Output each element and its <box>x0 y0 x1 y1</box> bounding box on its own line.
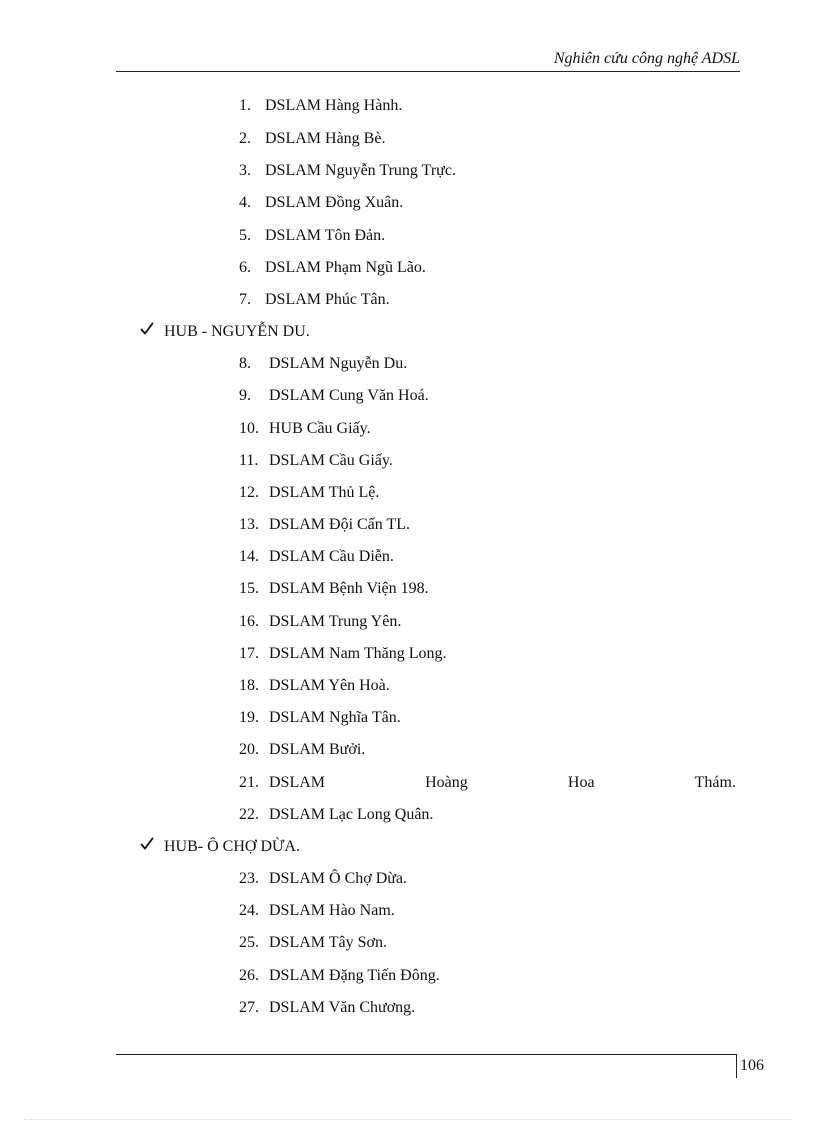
list-item <box>239 226 385 246</box>
list-item <box>239 258 426 278</box>
item-number: 14. <box>239 548 259 565</box>
item-number: 11. <box>239 452 259 469</box>
item-text: DSLAM Văn Chương. <box>269 999 416 1016</box>
item-number: 15. <box>239 580 259 597</box>
list-item <box>239 129 385 149</box>
list-item <box>239 644 446 664</box>
item-text: DSLAM Đội Cấn TL. <box>269 516 411 533</box>
item-text: DSLAM Tây Sơn. <box>269 934 387 951</box>
item-number: 12. <box>239 484 259 501</box>
list-item <box>239 740 365 760</box>
item-text: DSLAM Nguyễn Du. <box>269 355 408 372</box>
list-item <box>239 933 387 953</box>
item-text: DSLAM Phúc Tân. <box>265 291 390 308</box>
item-text: DSLAM Tôn Đản. <box>265 227 386 244</box>
item-text: DSLAM Bưởi. <box>269 741 366 758</box>
hub-group-heading <box>140 322 310 342</box>
list-item <box>239 547 394 567</box>
item-text: DSLAM Hàng Hành. <box>265 97 403 114</box>
item-text: DSLAM Đặng Tiến Đông. <box>269 967 440 984</box>
list-item <box>239 612 401 632</box>
list-item <box>239 869 407 889</box>
item-number: 22. <box>239 806 259 823</box>
item-text: DSLAM Thủ Lệ. <box>269 484 380 501</box>
item-number: 2. <box>239 130 251 147</box>
hub-group-heading <box>140 837 300 857</box>
item-word: Hoàng <box>425 774 468 791</box>
item-word: Thám. <box>694 774 736 791</box>
item-number: 18. <box>239 677 259 694</box>
item-text: DSLAM Đồng Xuân. <box>265 194 404 211</box>
page-bottom-edge <box>24 1119 792 1120</box>
item-text: DSLAM Cầu Giấy. <box>269 452 393 469</box>
item-number: 4. <box>239 194 251 211</box>
item-number: 16. <box>239 613 259 630</box>
list-item <box>239 386 429 406</box>
list-item <box>239 515 410 535</box>
list-item <box>239 419 371 439</box>
item-number: 26. <box>239 967 259 984</box>
checkmark-icon <box>140 322 164 342</box>
item-number: 17. <box>239 645 259 662</box>
item-text: DSLAM Yên Hoà. <box>269 677 390 694</box>
item-text: DSLAM Lạc Long Quân. <box>269 806 434 823</box>
footer-divider <box>116 1054 736 1055</box>
list-item <box>239 193 403 213</box>
list-item <box>239 676 390 696</box>
item-text: DSLAM Cung Văn Hoá. <box>269 387 429 404</box>
checkmark-icon <box>140 837 164 857</box>
item-number: 21. <box>239 774 259 791</box>
item-text: DSLAM Hào Nam. <box>269 902 395 919</box>
list-item <box>239 290 390 310</box>
item-number: 27. <box>239 999 259 1016</box>
list-item <box>239 966 440 986</box>
item-number: 6. <box>239 259 251 276</box>
footer-page-marker <box>736 1054 737 1078</box>
item-word: DSLAM <box>269 774 326 791</box>
list-item <box>239 998 415 1018</box>
item-number: 25. <box>239 934 259 951</box>
item-number: 20. <box>239 741 259 758</box>
item-text: DSLAM Hàng Bè. <box>265 130 386 147</box>
item-text: DSLAM Ô Chợ Dừa. <box>269 870 408 887</box>
item-number: 10. <box>239 420 259 437</box>
item-number: 5. <box>239 227 251 244</box>
page-number: 106 <box>740 1057 764 1074</box>
list-item <box>239 805 433 825</box>
item-text: HUB Cầu Giấy. <box>269 420 371 437</box>
item-number: 8. <box>239 355 251 372</box>
item-number: 13. <box>239 516 259 533</box>
list-item <box>239 579 429 599</box>
list-item <box>239 901 395 921</box>
hub-group-title: HUB- Ô CHỢ DỪA. <box>164 838 300 855</box>
list-item <box>239 708 401 728</box>
item-text: DSLAM Phạm Ngũ Lão. <box>265 259 426 276</box>
item-number: 19. <box>239 709 259 726</box>
list-item <box>239 773 736 793</box>
header-divider <box>116 71 740 72</box>
item-text: DSLAM Trung Yên. <box>269 613 402 630</box>
item-text: DSLAM Cầu Diễn. <box>269 548 394 565</box>
item-number: 3. <box>239 162 251 179</box>
list-item <box>239 354 407 374</box>
list-item <box>239 451 393 471</box>
list-item <box>239 161 456 181</box>
list-item <box>239 483 379 503</box>
item-number: 23. <box>239 870 259 887</box>
item-word: Hoa <box>567 774 595 791</box>
hub-group-title: HUB - NGUYỄN DU. <box>164 323 310 340</box>
item-text: DSLAM Nghĩa Tân. <box>269 709 401 726</box>
item-number: 24. <box>239 902 259 919</box>
item-number: 1. <box>239 97 251 114</box>
item-number: 9. <box>239 387 251 404</box>
item-text: DSLAM Nguyễn Trung Trực. <box>265 162 456 179</box>
item-text: DSLAM Bệnh Viện 198. <box>269 580 429 597</box>
page-header-title: Nghiên cứu công nghệ ADSL <box>553 50 740 67</box>
item-text: DSLAM Nam Thăng Long. <box>269 645 447 662</box>
item-number: 7. <box>239 291 251 308</box>
list-item <box>239 96 402 116</box>
